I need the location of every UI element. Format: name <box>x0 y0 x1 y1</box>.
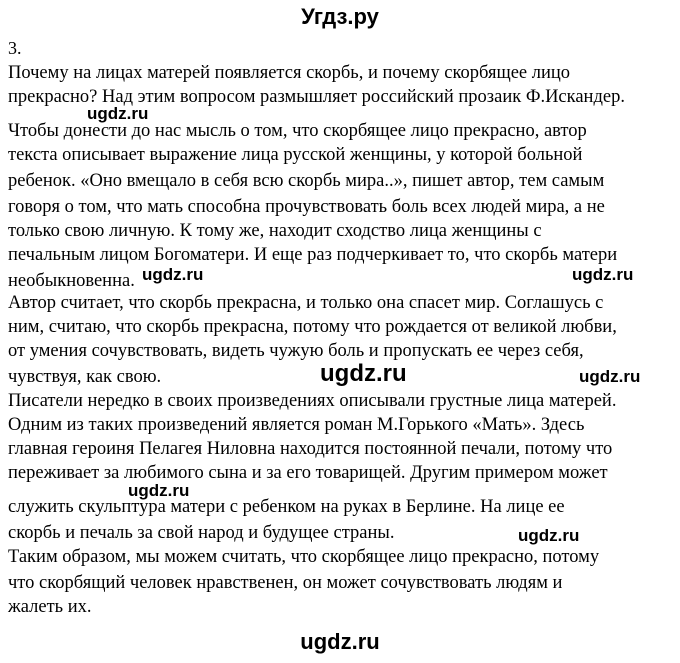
watermark: ugdz.ru <box>87 104 149 123</box>
text-line: что скорбящий человек нравственен, он может сочувствовать людям и <box>8 573 563 593</box>
text-line: Писатели нередко в своих произведениях описывали грустные лица матерей. <box>8 391 617 411</box>
text-line: Почему на лицах матерей появляется скорбь, и почему скорбящее лицо <box>8 63 571 83</box>
text-line: Таким образом, мы можем считать, что скорбящее лицо прекрасно, потому <box>8 547 600 567</box>
watermark: ugdz.ru <box>572 265 634 284</box>
watermark: ugdz.ru <box>128 481 190 500</box>
text-line: служить скульптура матери с ребенком на руках в Берлине. На лице ее <box>8 497 565 517</box>
watermark: ugdz.ru <box>518 526 580 545</box>
text-line: текста описывает выражение лица русской женщины, у которой больной <box>8 145 583 165</box>
text-line: главная героиня Пелагея Ниловна находится постоянной печали, потому что <box>8 439 613 459</box>
text-line: чувствуя, как свою. <box>8 367 162 387</box>
watermark: ugdz.ru <box>142 265 204 284</box>
text-line: Автор считает, что скорбь прекрасна, и только она спасет мир. Соглашусь с <box>8 293 604 313</box>
text-line: ним, считаю, что скорбь прекрасна, потому что рождается от великой любви, <box>8 317 617 337</box>
task-number: 3. <box>8 38 22 58</box>
text-line: скорбь и печаль за свой народ и будущее страны. <box>8 523 395 543</box>
text-line: Чтобы донести до нас мысль о том, что скорбящее лицо прекрасно, автор <box>8 121 587 141</box>
text-line: печальным лицом Богоматери. И еще раз подчеркивает то, что скорбь матери <box>8 245 618 265</box>
text-line: переживает за любимого сына и за его товарищей. Другим примером может <box>8 463 608 483</box>
text-line: говоря о том, что мать способна прочувствовать боль всех людей мира, а не <box>8 197 605 217</box>
footer-site-name: ugdz.ru <box>300 629 380 654</box>
text-line: жалеть их. <box>8 597 92 617</box>
text-line: необыкновенна. <box>8 271 135 291</box>
text-line: прекрасно? Над этим вопросом размышляет российский прозаик Ф.Искандер. <box>8 87 625 107</box>
text-line: ребенок. «Оно вмещало в себя всю скорбь мира..», пишет автор, тем самым <box>8 171 605 191</box>
site-title: Угдз.ру <box>301 4 379 29</box>
watermark-large: ugdz.ru <box>320 360 407 387</box>
text-line: Одним из таких произведений является роман М.Горького «Мать». Здесь <box>8 415 585 435</box>
text-line: от умения сочувствовать, видеть чужую боль и пропускать ее через себя, <box>8 341 584 361</box>
watermark: ugdz.ru <box>579 367 641 386</box>
text-line: только свою личную. К тому же, находит сходство лица женщины с <box>8 221 542 241</box>
